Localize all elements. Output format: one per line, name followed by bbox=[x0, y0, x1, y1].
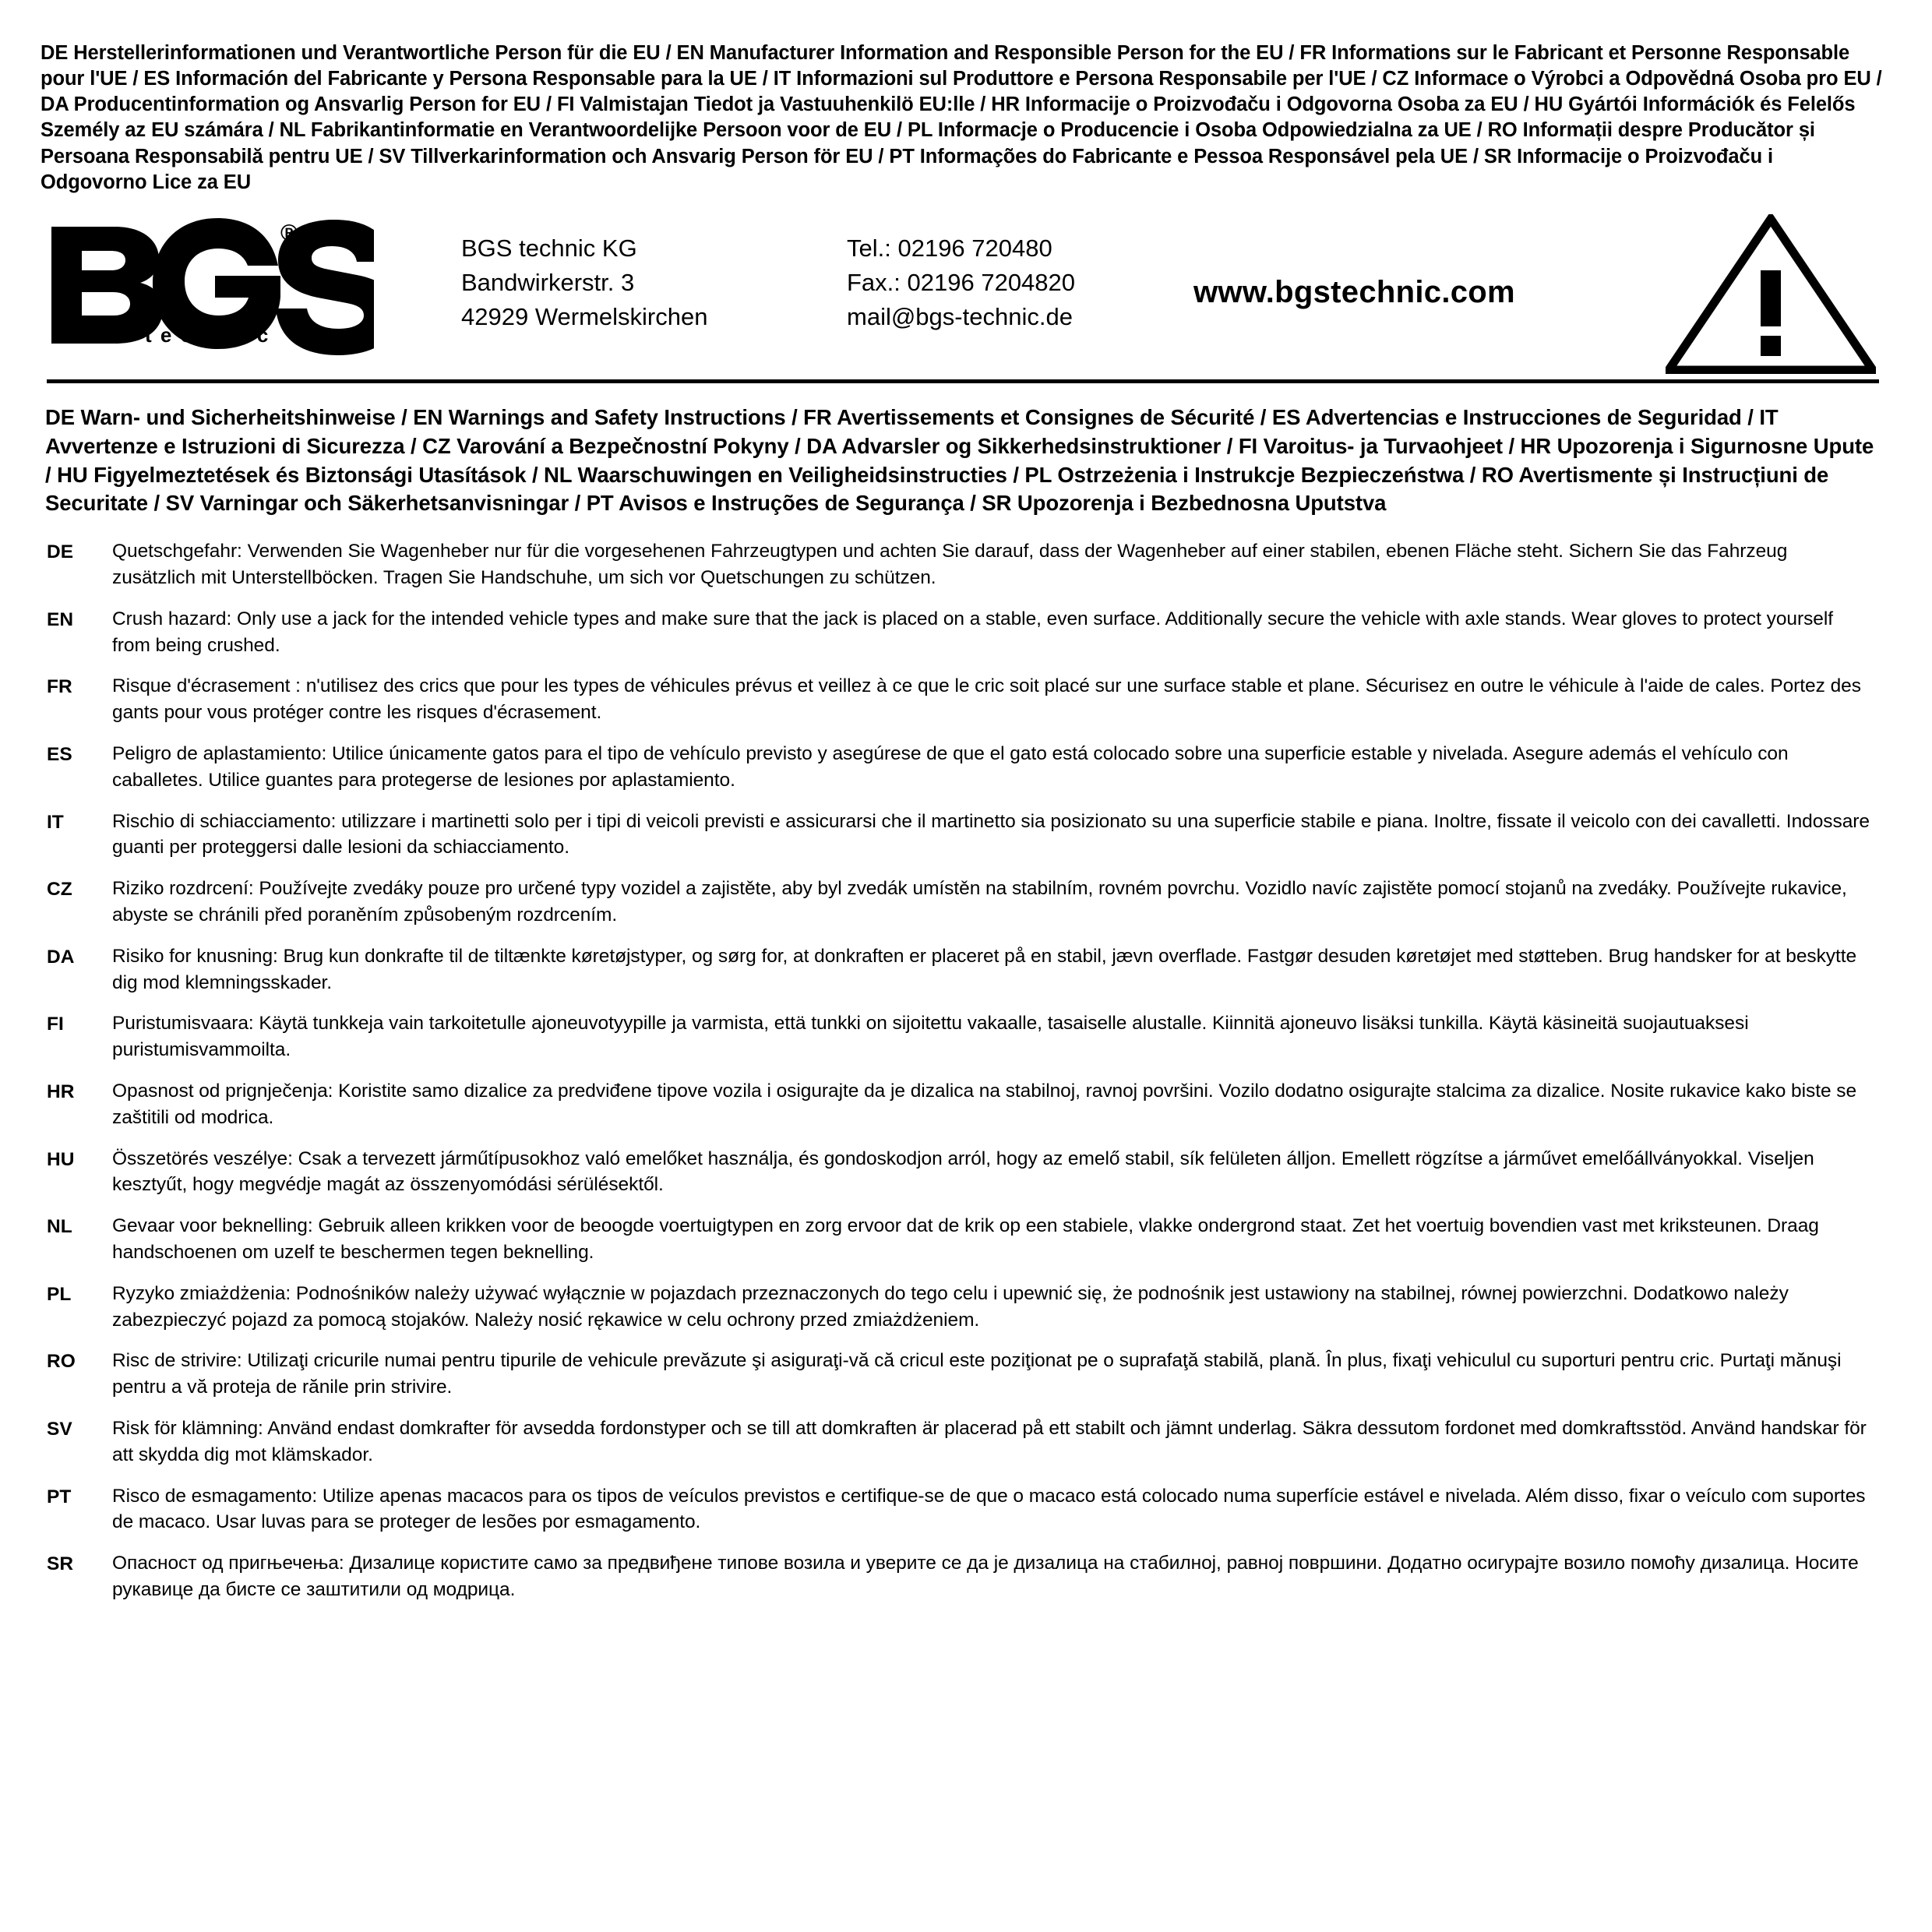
warning-text: Puristumisvaara: Käytä tunkkeja vain tarkoitetulle ajoneuvotyypille ja varmista, että tunkki on sijoitettu vakaalle, tasaiselle alustalle. Kiinnitä ajoneuvo lisäksi tunkilla. Käytä käsineitä suojautuaksesi puristumisvammoilta. bbox=[112, 1013, 1749, 1061]
warning-text: Összetörés veszélye: Csak a tervezett járműtípusokhoz való emelőket használja, és gondoskodjon arról, hogy az emelő stabil, sík felületen álljon. Emellett rögzítse a járművet emelőállványokkal. Viseljen kesztyűt, hogy megvédje magát az összenyomódási sérülésektől. bbox=[112, 1148, 1814, 1196]
company-fax: Fax.: 02196 7204820 bbox=[847, 268, 1076, 296]
warning-text: Опасност од пригњечења: Дизалице користите само за предвиђене типове возила и уверите се да је дизалица на стабилној, равној површини. Додатно осигурајте возило помоћу дизалица. Носите рукавице да бисте се заштитили од модрица. bbox=[112, 1553, 1859, 1600]
company-contact bbox=[847, 231, 1075, 334]
warning-row bbox=[47, 1483, 1870, 1536]
warning-text: Crush hazard: Only use a jack for the intended vehicle types and make sure that the jack is placed on a stable, even surface. Additionally secure the vehicle with axle stands. Wear gloves to protect yourself from being crushed. bbox=[112, 608, 1834, 656]
warnings-list bbox=[47, 538, 1870, 1603]
language-code: FR bbox=[47, 676, 72, 698]
company-name: BGS technic KG bbox=[461, 234, 637, 262]
manufacturer-information-heading: DE Herstellerinformationen und Verantwortliche Person für die EU / EN Manufacturer Information and Responsible Person for the EU / FR Informations sur le Fabricant et Personne Responsable pour l'UE / ES Información del Fabricante y Persona Responsable para la UE / IT Informazioni sul Produttore e Persona Responsabile per l'UE / CZ Informace o Výrobci a Odpovědná Osoba pro EU / DA Producentinformation og Ansvarlig Person for EU / FI Valmistajan Tiedot ja Vastuuhenkilö EU:lle / HR Informacije o Proizvođaču i Odgovorna Osoba za EU / HU Gyártói Információk és Felelős Személy az EU számára / NL Fabrikantinformatie en Verantwoordelijke Persoon voor de EU / PL Informacje o Producencie i Osoba Odpowiedzialna za UE / RO Informații despre Producător și Persoana Responsabilă pentru UE / SV Tillverkarinformation och Ansvarig Person för EU / PT Informações do Fabricante e Pessoa Responsável pela UE / SR Informacije o Proizvođaču i Odgovorno Lice za EU bbox=[41, 42, 1882, 193]
logo-subtext: t e c h n i c bbox=[145, 323, 270, 347]
language-code: EN bbox=[47, 608, 74, 630]
warning-text: Riziko rozdrcení: Používejte zvedáky pouze pro určené typy vozidel a zajistěte, aby byl zvedák umístěn na stabilním, rovném povrchu. Vozidlo navíc zajistěte pomocí stojanů na zvedáky. Používejte rukavice, abyste se chránili před poraněním způsobeným rozdrcením. bbox=[112, 878, 1847, 925]
warning-row bbox=[47, 1281, 1870, 1334]
warning-text: Quetschgefahr: Verwenden Sie Wagenheber nur für die vorgesehenen Fahrzeugtypen und achten Sie darauf, dass der Wagenheber auf einer stabilen, ebenen Fläche steht. Sichern Sie das Fahrzeug zusätzlich mit Unterstellböcken. Tragen Sie Handschuhe, um sich vor Quetschungen zu schützen. bbox=[112, 541, 1788, 589]
company-website[interactable]: www.bgstechnic.com bbox=[1193, 274, 1515, 309]
warning-row bbox=[47, 1416, 1870, 1468]
language-code: RO bbox=[47, 1351, 76, 1373]
language-code: ES bbox=[47, 744, 72, 765]
warning-row bbox=[47, 606, 1870, 659]
language-code: SV bbox=[47, 1418, 72, 1440]
language-code: FI bbox=[47, 1014, 64, 1035]
company-header bbox=[41, 210, 1884, 379]
warning-triangle-icon bbox=[1666, 214, 1876, 374]
language-code: CZ bbox=[47, 879, 72, 901]
warning-row bbox=[47, 1213, 1870, 1266]
language-code: DE bbox=[47, 541, 74, 563]
language-code: PT bbox=[47, 1486, 72, 1507]
warning-row bbox=[47, 741, 1870, 794]
header-divider bbox=[47, 379, 1879, 383]
warning-row bbox=[47, 943, 1870, 996]
warning-row bbox=[47, 1010, 1870, 1063]
warning-row bbox=[47, 1348, 1870, 1401]
language-code: DA bbox=[47, 946, 75, 968]
language-code: HU bbox=[47, 1148, 75, 1170]
language-code: SR bbox=[47, 1553, 74, 1575]
warning-row bbox=[47, 1550, 1870, 1603]
company-email[interactable]: mail@bgs-technic.de bbox=[847, 302, 1073, 330]
warning-row bbox=[47, 809, 1870, 862]
company-telephone: Tel.: 02196 720480 bbox=[847, 234, 1052, 262]
language-code: PL bbox=[47, 1283, 72, 1305]
safety-instructions-heading: DE Warn- und Sicherheitshinweise / EN Warnings and Safety Instructions / FR Avertissements et Consignes de Sécurité / ES Advertencias e Instrucciones de Seguridad / IT Avvertenze e Istruzioni di Sicurezza / CZ Varování a Bezpečnostní Pokyny / DA Advarsler og Sikkerhedsinstruktioner / FI Varoitus- ja Turvaohjeet / HR Upozorenja i Sigurnosne Upute / HU Figyelmeztetések és Biztonsági Utasítások / NL Waarschuwingen en Veiligheidsinstructies / PL Ostrzeżenia i Instrukcje Bezpieczeństwa / RO Avertismente și Instrucțiuni de Securitate / SV Varningar och Säkerhetsanvisningar / PT Avisos e Instruções de Segurança / SR Upozorenja i Bezbednosna Uputstva bbox=[45, 404, 1874, 516]
warning-text: Ryzyko zmiażdżenia: Podnośników należy używać wyłącznie w pojazdach przeznaczonych do tego celu i upewnić się, że podnośnik jest ustawiony na stabilnej, równej powierzchni. Dodatkowo należy zabezpieczyć pojazd za pomocą stojaków. Należy nosić rękawice w celu ochrony przed zmiażdżeniem. bbox=[112, 1282, 1789, 1331]
warning-text: Risc de strivire: Utilizaţi cricurile numai pentru tipurile de vehicule prevăzute şi asiguraţi-vă că cricul este poziţionat pe o suprafaţă stabilă, plană. În plus, fixaţi vehiculul cu suporturi pentru cric. Purtaţi mănuşi pentru a vă proteja de rănile prin strivire. bbox=[112, 1350, 1842, 1398]
warning-row bbox=[47, 538, 1870, 591]
warning-text: Risque d'écrasement : n'utilisez des crics que pour les types de véhicules prévus et veillez à ce que le cric soit placé sur une surface stable et plane. Sécurisez en outre le véhicule à l'aide de cales. Portez des gants pour vous protéger contre les risques d'écrasement. bbox=[112, 675, 1861, 724]
warning-text: Gevaar voor beknelling: Gebruik alleen krikken voor de beoogde voertuigtypen en zorg ervoor dat de krik op een stabiele, vlakke ondergrond staat. Zet het voertuig bovendien vast met kriksteunen. Draag handschoenen om uzelf te beschermen tegen beknelling. bbox=[112, 1215, 1819, 1263]
warning-text: Risiko for knusning: Brug kun donkrafte til de tiltænkte køretøjstyper, og sørg for, at donkraften er placeret på en stabil, jævn overflade. Fastgør desuden køretøjet med støtteben. Brug handsker for at beskytte dig mod klemningsskader. bbox=[112, 945, 1857, 993]
registered-trademark-symbol: ® bbox=[280, 220, 298, 246]
warning-text: Opasnost od prignječenja: Koristite samo dizalice za predviđene tipove vozila i osigurajte da je dizalica na stabilnoj, ravnoj površini. Vozilo dodatno osigurajte stalcima za dizalice. Nosite rukavice kako biste se zaštitili od modrica. bbox=[112, 1080, 1857, 1128]
warning-row bbox=[47, 673, 1870, 726]
warning-text: Risk för klämning: Använd endast domkrafter för avsedda fordonstyper och se till att domkraften är placerad på ett stabilt och jämnt underlag. Säkra dessutom fordonet med domkraftsstöd. Använd handskar för att skydda dig mot klämskador. bbox=[112, 1417, 1867, 1465]
company-street: Bandwirkerstr. 3 bbox=[461, 268, 635, 296]
warning-text: Rischio di schiacciamento: utilizzare i martinetti solo per i tipi di veicoli previsti e assicurarsi che il martinetto sia posizionato su una superficie stabile e piana. Inoltre, fissate il veicolo con dei cavalletti. Indossare guanti per proteggersi dalle lesioni da schiacciamento. bbox=[112, 810, 1870, 858]
bgs-logo bbox=[47, 217, 374, 358]
company-city: 42929 Wermelskirchen bbox=[461, 302, 708, 330]
language-code: HR bbox=[47, 1081, 75, 1102]
warning-row bbox=[47, 876, 1870, 929]
warning-text: Peligro de aplastamiento: Utilice únicamente gatos para el tipo de vehículo previsto y asegúrese de que el gato está colocado sobre una superficie estable y nivelada. Asegure además el vehículo con caballetes. Utilice guantes para protegerse de lesiones por aplastamiento. bbox=[112, 743, 1789, 791]
language-code: NL bbox=[47, 1216, 72, 1238]
company-address bbox=[461, 231, 707, 334]
language-code: IT bbox=[47, 811, 64, 833]
warning-row bbox=[47, 1146, 1870, 1199]
warning-text: Risco de esmagamento: Utilize apenas macacos para os tipos de veículos previstos e certifique-se de que o macaco está colocado numa superfície estável e nivelada. Além disso, fixar o veículo com suportes de macaco. Usar luvas para se proteger de lesões por esmagamento. bbox=[112, 1485, 1866, 1533]
warning-row bbox=[47, 1078, 1870, 1131]
